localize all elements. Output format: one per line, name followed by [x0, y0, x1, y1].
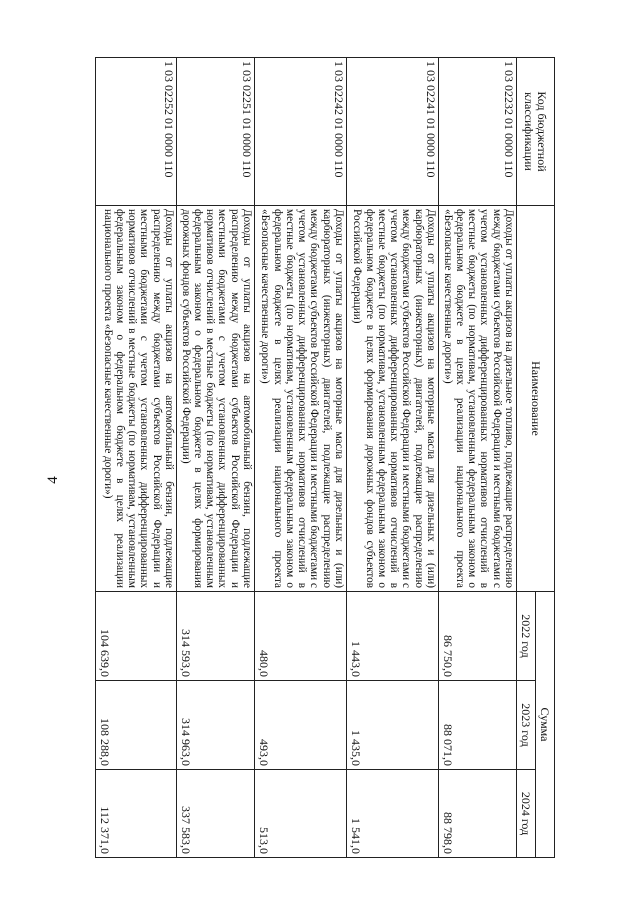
header-sum: Сумма [536, 592, 555, 858]
row-value-2024: 112 371,0 [96, 770, 177, 858]
row-value-2022: 104 639,0 [96, 592, 177, 681]
row-value-2023: 1 435,0 [347, 681, 439, 770]
row-name: Доходы от уплаты акцизов на дизельное топливо, подлежащие распределению между бюджетами субъектов Российской Федерации и местными бюджетами с учетом установленных дифференцированных нормативов отчислений в местные бюджеты (по нормативам, установленным федеральным законом о федеральном бюджете в целях реализации национального проекта «Безопасные качественные дороги») [439, 206, 517, 592]
budget-table-rotated [98, 57, 555, 857]
row-code: 1 03 02241 01 0000 110 [347, 58, 439, 206]
header-name: Наименование [517, 206, 555, 592]
header-year-2023: 2023 год [517, 681, 536, 770]
row-value-2022: 480,0 [255, 592, 347, 681]
row-name: Доходы от уплаты акцизов на автомобильный бензин, подлежащие распределению между бюджетами субъектов Российской Федерации и местными бюджетами с учетом установленных дифференцированных нормативов отчислений в местные бюджеты (по нормативам, установленным федеральным законом о федеральном бюджете в целях формирования дорожных фондов субъектов Российской Федерации) [177, 206, 255, 592]
row-value-2024: 1 541,0 [347, 770, 439, 858]
row-value-2022: 1 443,0 [347, 592, 439, 681]
row-code: 1 03 02242 01 0000 110 [255, 58, 347, 206]
header-code: Код бюджетной классификации [517, 58, 555, 206]
table-row [439, 58, 517, 858]
row-value-2024: 513,0 [255, 770, 347, 858]
row-code: 1 03 02232 01 0000 110 [439, 58, 517, 206]
row-name: Доходы от уплаты акцизов на моторные масла для дизельных и (или) карбюраторных (инжекторных) двигателей, подлежащие распределению между бюджетами субъектов Российской Федерации и местными бюджетами с учетом установленных дифференцированных нормативов отчислений в местные бюджеты (по нормативам, установленным федеральным законом о федеральном бюджете в целях формирования дорожных фондов субъектов Российской Федерации) [347, 206, 439, 592]
row-name: Доходы от уплаты акцизов на автомобильный бензин, подлежащие распределению между бюджетами субъектов Российской Федерации и местными бюджетами с учетом установленных дифференцированных нормативов отчислений в местные бюджеты (по нормативам, установленным федеральным законом о федеральном бюджете в целях реализации национального проекта «Безопасные качественные дороги») [96, 206, 177, 592]
row-value-2023: 493,0 [255, 681, 347, 770]
row-value-2022: 314 593,0 [177, 592, 255, 681]
table-row [255, 58, 347, 858]
row-value-2023: 314 963,0 [177, 681, 255, 770]
table-row [177, 58, 255, 858]
header-row-top [536, 58, 555, 858]
row-value-2023: 88 071,0 [439, 681, 517, 770]
row-value-2024: 88 798,0 [439, 770, 517, 858]
row-code: 1 03 02252 01 0000 110 [96, 58, 177, 206]
table-row [96, 58, 177, 858]
header-year-2022: 2022 год [517, 592, 536, 681]
header-year-2024: 2024 год [517, 770, 536, 858]
row-value-2022: 86 750,0 [439, 592, 517, 681]
row-name: Доходы от уплаты акцизов на моторные масла для дизельных и (или) карбюраторных (инжекторных) двигателей, подлежащие распределению между бюджетами субъектов Российской Федерации и местными бюджетами с учетом установленных дифференцированных нормативов отчислений в местные бюджеты (по нормативам, установленным федеральным законом о федеральном бюджете в целях реализации национального проекта «Безопасные качественные дороги») [255, 206, 347, 592]
row-value-2024: 337 583,0 [177, 770, 255, 858]
row-value-2023: 108 288,0 [96, 681, 177, 770]
page-number: 4 [45, 476, 61, 484]
budget-revenue-table [95, 57, 555, 858]
row-code: 1 03 02251 01 0000 110 [177, 58, 255, 206]
table-row [347, 58, 439, 858]
